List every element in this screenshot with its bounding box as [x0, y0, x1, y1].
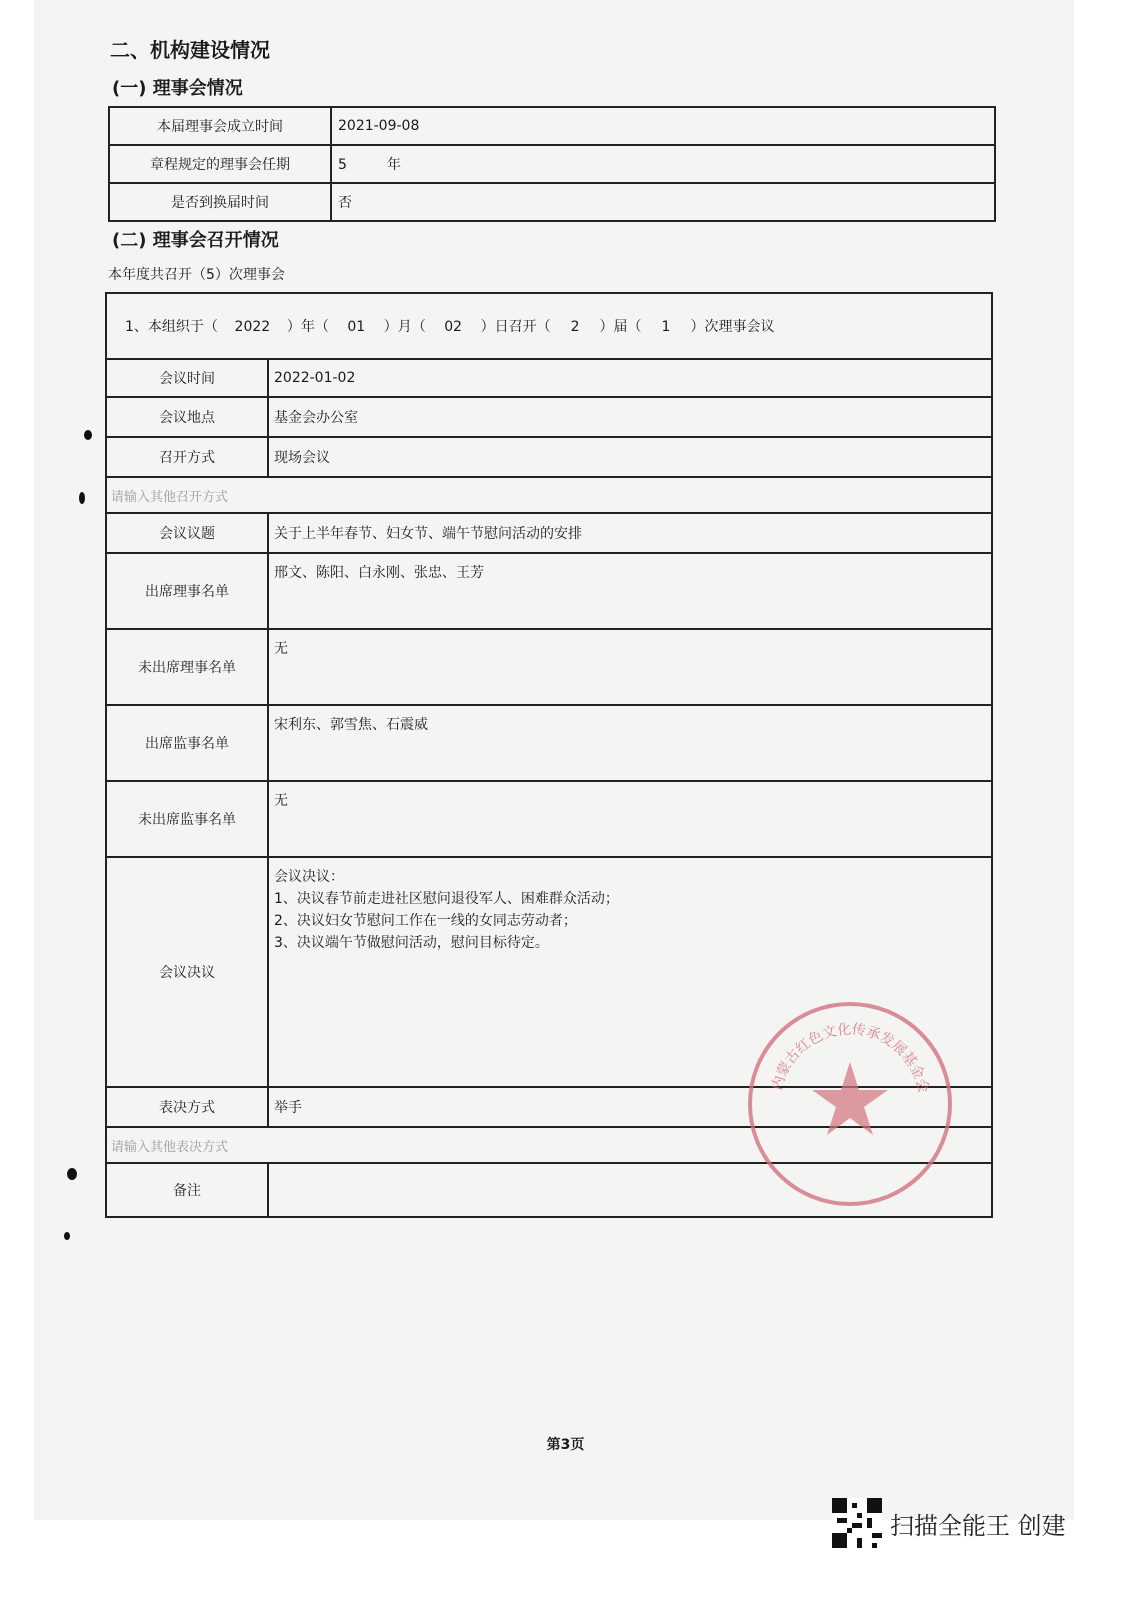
seal-text: 内蒙古红色文化传承发展基金会 [769, 1021, 932, 1095]
table-row [109, 183, 995, 221]
attend-supervisors-label: 出席监事名单 [106, 705, 268, 781]
table-row [106, 437, 992, 477]
meeting-header [106, 293, 992, 359]
attend-supervisors-value: 宋利东、郭雪焦、石震威 [268, 705, 992, 781]
scan-smudge [84, 430, 92, 440]
table-row [109, 107, 995, 145]
table-row [109, 145, 995, 183]
attend-directors-label: 出席理事名单 [106, 553, 268, 629]
header-day-suffix: ）日召开（ [480, 319, 551, 335]
header-month-suffix: ）月（ [383, 319, 426, 335]
term-value: 5 年 [331, 145, 995, 183]
header-session-suffix: ）届（ [599, 319, 642, 335]
vote-method-label: 表决方式 [106, 1087, 268, 1127]
official-seal [742, 996, 958, 1212]
term-label: 章程规定的理事会任期 [109, 145, 331, 183]
table-row [106, 553, 992, 629]
subsection-meetings: (二) 理事会召开情况 [112, 230, 279, 251]
header-number: 1 [661, 319, 671, 335]
section-title: 二、机构建设情况 [110, 38, 270, 62]
attend-directors-value: 邢文、陈阳、白永刚、张忠、王芳 [268, 553, 992, 629]
other-mode-input[interactable]: 请输入其他召开方式 [106, 477, 992, 513]
remark-label: 备注 [106, 1163, 268, 1217]
vote-method-value: 举手 [268, 1087, 992, 1127]
resolution-line: 2、决议妇女节慰问工作在一线的女同志劳动者； [274, 913, 577, 929]
meeting-count-text: 本年度共召开（5）次理事会 [108, 267, 285, 283]
header-number-suffix: ）次理事会议 [690, 319, 775, 335]
absent-supervisors-value: 无 [268, 781, 992, 857]
table-row [106, 781, 992, 857]
table-row [106, 477, 992, 513]
reelection-due-label: 是否到换届时间 [109, 183, 331, 221]
resolution-line: 会议决议： [274, 869, 344, 885]
board-info-table [108, 106, 996, 222]
header-day: 02 [444, 319, 463, 335]
reelection-due-value: 否 [331, 183, 995, 221]
table-row [106, 359, 992, 397]
table-row [106, 705, 992, 781]
table-row [106, 629, 992, 705]
subsection-board-info: (一) 理事会情况 [112, 78, 243, 99]
resolution-line: 3、决议端午节做慰问活动，慰问目标待定。 [274, 935, 549, 951]
watermark-footer [832, 1498, 1066, 1548]
scan-smudge [64, 1232, 70, 1240]
meeting-header-row [106, 293, 992, 359]
meeting-topic-label: 会议议题 [106, 513, 268, 553]
meeting-time-label: 会议时间 [106, 359, 268, 397]
established-date-value: 2021-09-08 [331, 107, 995, 145]
resolution-label: 会议决议 [106, 857, 268, 1087]
scan-smudge [79, 492, 85, 504]
absent-supervisors-label: 未出席监事名单 [106, 781, 268, 857]
meeting-place-label: 会议地点 [106, 397, 268, 437]
header-year-suffix: ）年（ [286, 319, 329, 335]
other-vote-input[interactable]: 请输入其他表决方式 [106, 1127, 992, 1163]
watermark-text: 扫描全能王 创建 [890, 1511, 1066, 1540]
header-prefix: 1、本组织于（ [125, 319, 218, 335]
seal-star-icon [812, 1062, 888, 1135]
meeting-time-value: 2022-01-02 [268, 359, 992, 397]
meeting-place-value: 基金会办公室 [268, 397, 992, 437]
header-year: 2022 [234, 319, 271, 335]
absent-directors-label: 未出席理事名单 [106, 629, 268, 705]
meeting-mode-label: 召开方式 [106, 437, 268, 477]
meeting-topic-value: 关于上半年春节、妇女节、端午节慰问活动的安排 [268, 513, 992, 553]
resolution-line: 1、决议春节前走进社区慰问退役军人、困难群众活动； [274, 891, 619, 907]
absent-directors-value: 无 [268, 629, 992, 705]
table-row [106, 513, 992, 553]
page-number: 第3页 [546, 1437, 585, 1453]
established-date-label: 本届理事会成立时间 [109, 107, 331, 145]
table-row [106, 397, 992, 437]
header-session: 2 [570, 319, 580, 335]
scan-smudge [67, 1168, 77, 1180]
meeting-mode-value: 现场会议 [268, 437, 992, 477]
header-month: 01 [347, 319, 366, 335]
qr-code-icon [832, 1498, 882, 1548]
